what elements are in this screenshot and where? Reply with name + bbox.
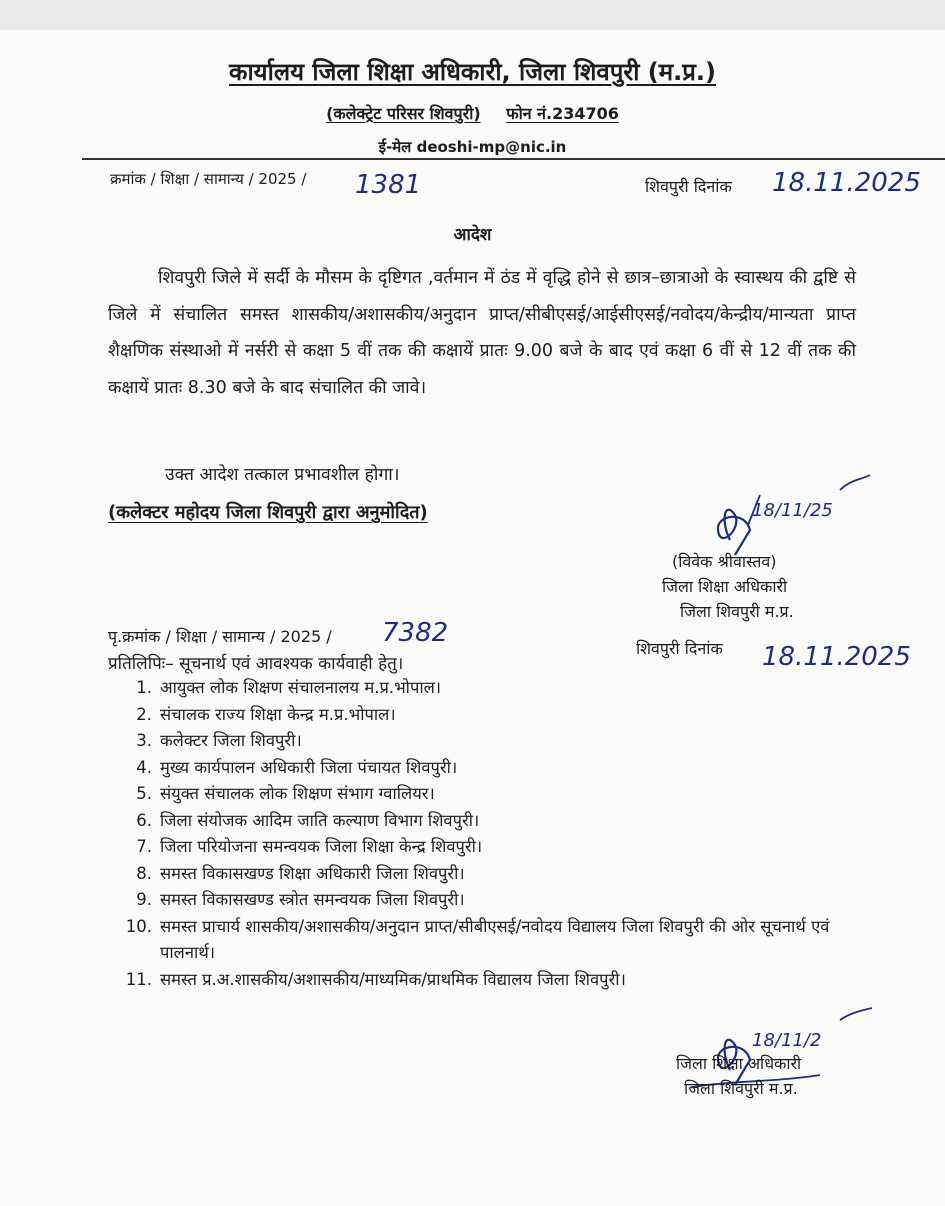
copy-intro: प्रतिलिपिः– सूचनार्थ एवं आवश्यक कार्यवाही हेतु। [108,654,404,674]
recipient-item [108,914,868,967]
recipient-text: जिला संयोजक आदिम जाति कल्याण विभाग शिवपुरी। [160,810,480,830]
recipient-text: संयुक्त संचालक लोक शिक्षण संभाग ग्वालियर। [160,784,435,803]
reference-number-printed: क्रमांक / शिक्षा / सामान्य / 2025 / [110,170,307,188]
recipient-text: संचालक राज्य शिक्षा केन्द्र म.प्र.भोपाल। [160,704,396,724]
order-heading: आदेश [453,225,492,245]
office-phone: फोन नं.234706 [506,104,619,123]
recipient-number: 8. [136,863,152,883]
place-date-label: शिवपुरी दिनांक [645,177,732,196]
document-page [0,30,945,1206]
recipient-text: समस्त प्र.अ.शासकीय/अशासकीय/माध्यमिक/प्राथमिक विद्यालय जिला शिवपुरी। [160,969,626,989]
office-contact [0,102,945,124]
recipient-item [108,755,868,782]
recipient-item [108,675,868,702]
copy-number-handwritten: 7382 [382,618,449,648]
recipient-text: कलेक्टर जिला शिवपुरी। [160,731,302,750]
recipient-text: समस्त प्राचार्य शासकीय/अशासकीय/अनुदान प्राप्त/सीबीएसई/नवोदय विद्यालय जिला शिवपुरी की ओर सूचनार्थ एवं पालनार्थ। [160,916,830,962]
office-address: (कलेक्ट्रेट परिसर शिवपुरी) [326,104,481,123]
signature-2-initial-date: 18/11/2 [752,1030,822,1051]
recipient-text: समस्त विकासखण्ड शिक्षा अधिकारी जिला शिवपुरी। [160,863,465,883]
header-divider [82,158,945,160]
recipient-text: मुख्य कार्यपालन अधिकारी जिला पंचायत शिवपुरी। [160,757,458,777]
recipient-item [108,781,868,808]
order-date [645,175,732,197]
copy-reference [108,625,332,647]
recipient-number: 6. [136,810,152,830]
office-email: ई-मेल deoshi-mp@nic.in [378,138,567,156]
order-body: शिवपुरी जिले में सर्दी के मौसम के दृष्टिगत ,वर्तमान में ठंड में वृद्धि होने से छात्र–छात्राओ के स्वास्थय की द्वष्टि से जिले में संचालित समस्त शासकीय/अशासकीय/अनुदान प्राप्त/सीबीएसई/आईसीएसई/नवोदय/केन्द्रीय/मान्यता प्राप्त शैक्षणिक संस्थाओ में नर्सरी से कक्षा 5 वीं तक की कक्षायें प्रातः 9.00 बजे के बाद एवं कक्षा 6 वीं से 12 वीं तक की कक्षायें प्रातः 8.30 बजे के बाद संचालित की जावे। [108,268,856,398]
recipient-item [108,834,868,861]
recipient-number: 4. [136,757,152,777]
office-title: कार्यालय जिला शिक्षा अधिकारी, जिला शिवपुरी (म.प्र.) [229,58,716,86]
recipient-list [108,675,868,993]
recipient-text: जिला परियोजना समन्वयक जिला शिक्षा केन्द्र शिवपुरी। [160,837,483,856]
recipient-item [108,887,868,914]
recipient-number: 2. [136,704,152,724]
date-handwritten: 18.11.2025 [772,168,921,198]
recipient-number: 11. [125,969,152,989]
recipient-number: 5. [136,784,152,803]
signatory-name: (विवेक श्रीवास्तव) [672,552,777,571]
recipient-item [108,861,868,888]
recipient-text: आयुक्त लोक शिक्षण संचालनालय म.प्र.भोपाल। [160,678,442,697]
recipient-item [108,728,868,755]
recipient-number: 1. [136,678,152,697]
copy-date [636,637,723,659]
order-reference [110,169,306,189]
signature-2-designation: जिला शिक्षा अधिकारी [676,1054,802,1073]
recipient-number: 3. [136,731,152,750]
approval-note: (कलेक्टर महोदय जिला शिवपुरी द्वारा अनुमोदित) [108,502,428,523]
signatory-designation: जिला शिक्षा अधिकारी [662,577,788,596]
recipient-number: 7. [136,837,152,856]
recipient-item [108,702,868,729]
signatory-location: जिला शिवपुरी म.प्र. [680,602,794,621]
copy-date-handwritten: 18.11.2025 [762,642,911,672]
signature-1-initial-date: 18/11/25 [752,500,833,521]
recipient-item [108,967,868,994]
reference-number-handwritten: 1381 [355,170,422,200]
recipient-number: 10. [125,916,152,936]
order-effect: उक्त आदेश तत्काल प्रभावशील होगा। [165,465,400,485]
copy-place-date-label: शिवपुरी दिनांक [636,639,723,658]
copy-number-printed: पृ.क्रमांक / शिक्षा / सामान्य / 2025 / [108,627,332,646]
recipient-item [108,808,868,835]
signature-2-location: जिला शिवपुरी म.प्र. [684,1079,798,1098]
recipient-text: समस्त विकासखण्ड स्त्रोत समन्वयक जिला शिवपुरी। [160,890,465,909]
recipient-number: 9. [136,890,152,909]
